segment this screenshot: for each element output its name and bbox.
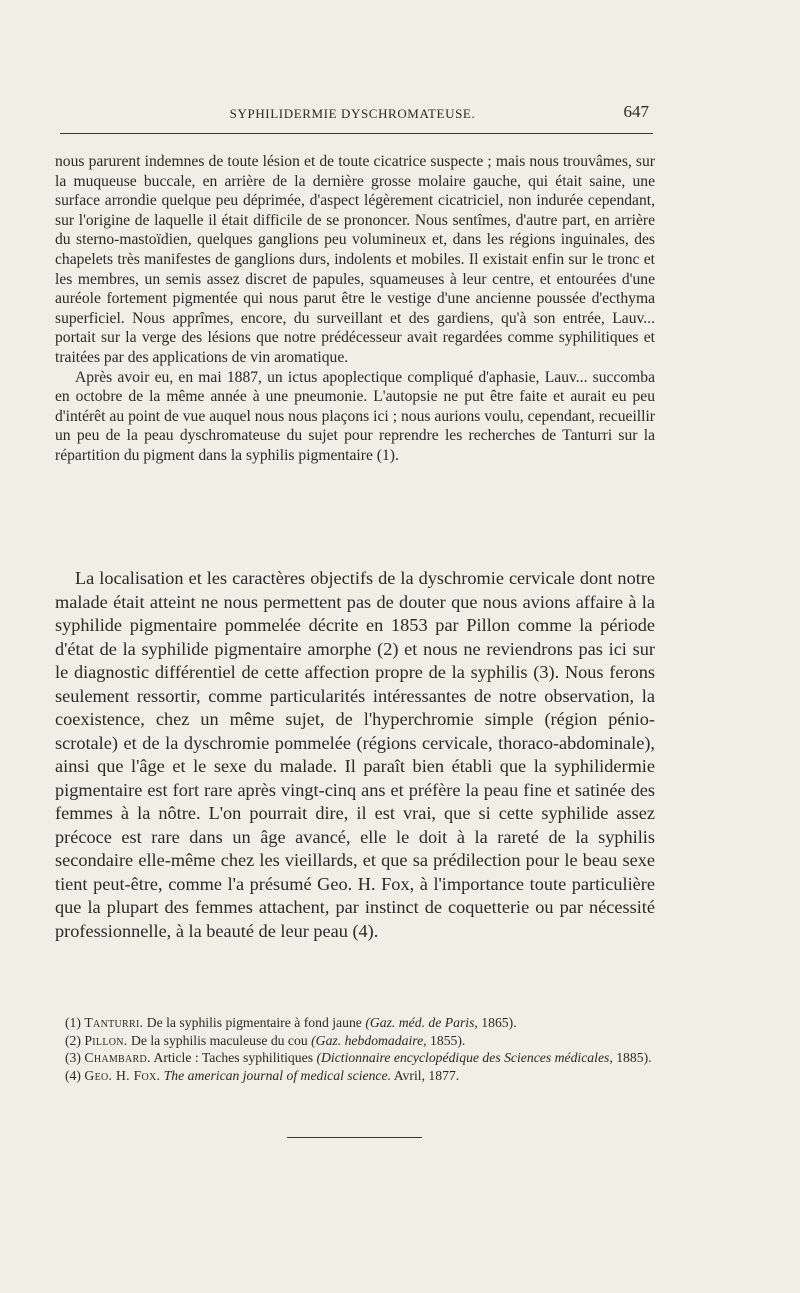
footnote-4 xyxy=(55,1067,655,1085)
footnote-number: (2) xyxy=(65,1032,81,1048)
paragraph: nous parurent indemnes de toute lésion et de toute cicatrice suspecte ; mais nous trouvâmes, sur la muqueuse buccale, en arrière de la dernière grosse molaire gauche, qui était saine, une surface arrondie quelque peu déprimée, d'aspect légèrement cicatriciel, non indurée cependant, sur l'origine de laquelle il était difficile de se prononcer. Nous sentîmes, d'autre part, en arrière du sterno-mastoïdien, quelques ganglions peu volumineux et, dans les régions inguinales, des chapelets très manifestes de ganglions durs, indolents et mobiles. Il existait enfin sur le tronc et les membres, un semis assez discret de papules, squameuses à leur centre, et entourées d'une auréole fortement pigmentée qui nous parut être le vestige d'une ancienne poussée d'ecthyma superficiel. Nous apprîmes, encore, du surveillant et des gardiens, qu'à son entrée, Lauv... portait sur la verge des lésions que notre prédécesseur avait regardées comme syphilitiques et traitées par des applications de vin aromatique. xyxy=(55,153,655,366)
footnote-3 xyxy=(55,1049,655,1067)
discussion-text xyxy=(55,567,655,943)
page-header xyxy=(60,102,649,124)
header-rule xyxy=(60,133,653,134)
footnote-1 xyxy=(55,1014,655,1032)
footnote-text: De la syphilis maculeuse du cou xyxy=(130,1032,308,1048)
footnote-author: Geo. H. Fox. xyxy=(84,1067,161,1083)
footnote-number: (1) xyxy=(65,1015,81,1030)
footnote-tail: 1885). xyxy=(616,1050,652,1065)
footnote-tail: Avril, 1877. xyxy=(393,1067,460,1083)
footnote-author: Pillon. xyxy=(84,1032,128,1048)
footnote-number: (3) xyxy=(65,1050,81,1065)
footnote-author: Chambard. xyxy=(84,1050,151,1065)
footnote-tail: 1865). xyxy=(481,1015,517,1030)
footnote-source: (Dictionnaire encyclopédique des Sciences médicales, xyxy=(316,1050,613,1065)
end-rule xyxy=(287,1137,422,1138)
footnote-text: De la syphilis pigmentaire à fond jaune xyxy=(146,1015,362,1030)
footnote-text: Article : Taches syphilitiques xyxy=(153,1050,314,1065)
case-report-text xyxy=(55,152,655,466)
footnote-tail: 1855). xyxy=(430,1032,466,1048)
footnote-2 xyxy=(55,1032,655,1050)
running-head: SYPHILIDERMIE DYSCHROMATEUSE. xyxy=(229,106,476,121)
footnote-number: (4) xyxy=(65,1067,81,1083)
paragraph: La localisation et les caractères objectifs de la dyschromie cervicale dont notre malade était atteint ne nous permettent pas de douter que nous avions affaire à la syphilide pigmentaire pommelée décrite en 1853 par Pillon comme la période d'état de la syphilide pigmentaire amorphe (2) et nous ne reviendrons pas ici sur le diagnostic différentiel de cette affection propre de la syphilis (3). Nous ferons seulement ressortir, comme particularités intéressantes de notre observation, la coexistence, chez un même sujet, de l'hyperchromie simple (région pénio-scrotale) et de la dyschromie pommelée (régions cervicale, thoraco-abdominale), ainsi que l'âge et le sexe du malade. Il paraît bien établi que la syphilidermie pigmentaire est fort rare après vingt-cinq ans et préfère la peau fine et satinée des femmes à la nôtre. L'on pourrait dire, il est vrai, que si cette syphilide assez précoce est rare dans un âge avancé, elle le doit à la rareté de la syphilis secondaire elle-même chez les vieillards, et que sa prédilection pour le beau sexe tient peut-être, comme l'a présumé Geo. H. Fox, à l'importance toute particulière que la plupart des femmes attachent, par instinct de coquetterie ou par nécessité professionnelle, à la beauté de leur peau (4). xyxy=(55,568,655,941)
footnote-author: Tanturri. xyxy=(84,1015,144,1030)
footnotes xyxy=(55,1014,655,1084)
footnote-source: (Gaz. hebdomadaire, xyxy=(311,1032,427,1048)
paragraph: Après avoir eu, en mai 1887, un ictus apoplectique compliqué d'aphasie, Lauv... succomba en octobre de la même année à une pneumonie. L'autopsie ne put être faite et aurait eu peu d'intérêt au point de vue auquel nous nous plaçons ici ; nous aurions voulu, cependant, recueillir un peu de la peau dyschromateuse du sujet pour reprendre les recherches de Tanturri sur la répartition du pigment dans la syphilis pigmentaire (1). xyxy=(55,368,655,464)
footnote-source: The american journal of medical science. xyxy=(163,1067,392,1083)
page-number: 647 xyxy=(623,102,649,121)
footnote-source: (Gaz. méd. de Paris, xyxy=(365,1015,478,1030)
